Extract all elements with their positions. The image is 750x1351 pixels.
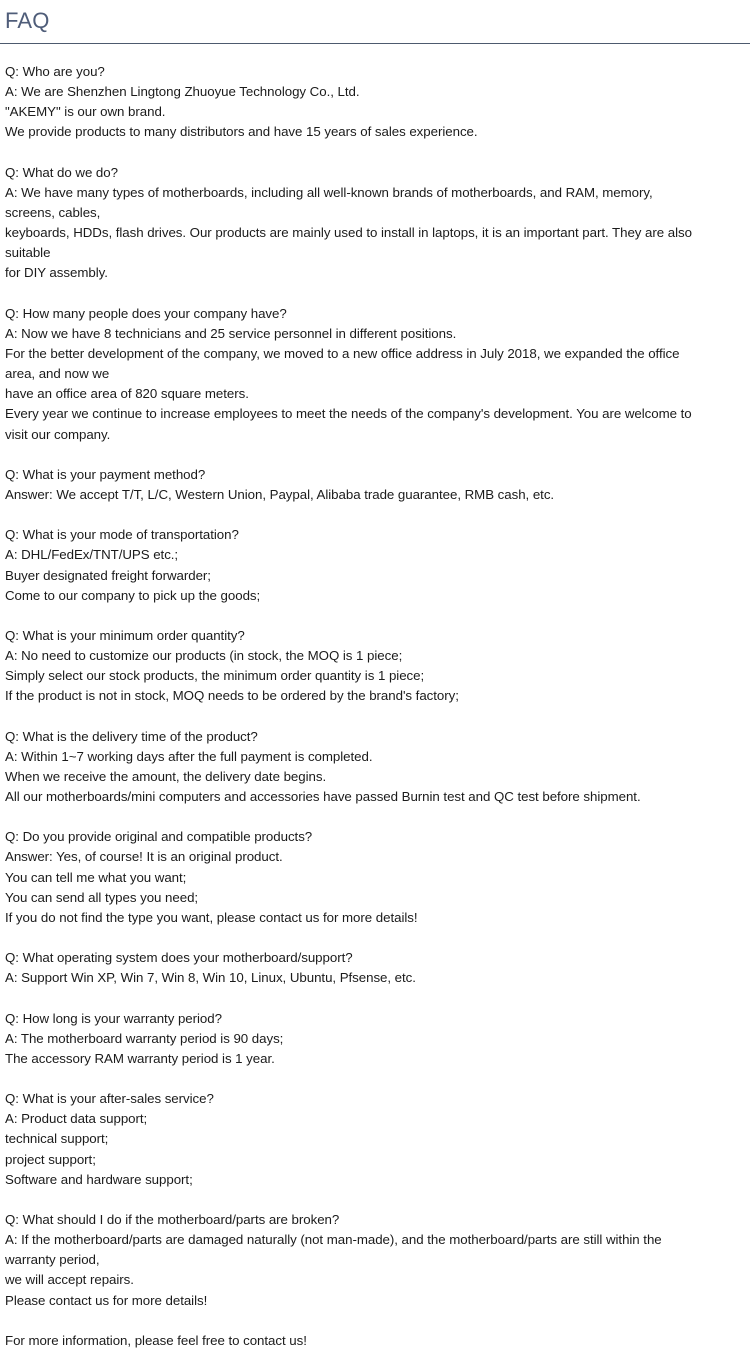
faq-line: For more information, please feel free to contact us!: [5, 1332, 307, 1348]
faq-line: Q: What is your payment method?: [5, 466, 206, 482]
faq-line: visit our company.: [5, 426, 111, 442]
faq-line: A: Now we have 8 technicians and 25 service personnel in different positions.: [5, 325, 457, 341]
faq-line: A: Product data support;: [5, 1111, 148, 1127]
faq-spacer: [5, 284, 750, 304]
faq-spacer: [5, 988, 750, 1008]
faq-line: Q: What is the delivery time of the product?: [5, 728, 258, 744]
faq-spacer: [5, 143, 750, 163]
faq-spacer: [5, 928, 750, 948]
faq-line: suitable: [5, 245, 51, 261]
faq-line: A: If the motherboard/parts are damaged naturally (not man-made), and the motherboard/parts are still within the: [5, 1232, 662, 1248]
faq-line: Software and hardware support;: [5, 1171, 193, 1187]
faq-spacer: [5, 807, 750, 827]
faq-line: Q: Who are you?: [5, 64, 105, 79]
faq-line: When we receive the amount, the delivery date begins.: [5, 768, 327, 784]
faq-line: Q: What do we do?: [5, 164, 118, 180]
faq-spacer: [5, 505, 750, 525]
faq-line: The accessory RAM warranty period is 1 year.: [5, 1050, 275, 1066]
faq-spacer: [5, 1069, 750, 1089]
faq-line: Q: How long is your warranty period?: [5, 1010, 222, 1026]
faq-line: "AKEMY" is our own brand.: [5, 104, 166, 120]
faq-line: have an office area of 820 square meters.: [5, 386, 249, 402]
faq-line: A: Support Win XP, Win 7, Win 8, Win 10, Linux, Ubuntu, Pfsense, etc.: [5, 970, 416, 986]
faq-line: You can send all types you need;: [5, 889, 199, 905]
faq-line: Q: Do you provide original and compatible products?: [5, 829, 313, 845]
faq-line: Come to our company to pick up the goods;: [5, 587, 261, 603]
faq-line: for DIY assembly.: [5, 265, 108, 281]
faq-line: Q: What is your mode of transportation?: [5, 527, 239, 543]
faq-line: A: We have many types of motherboards, including all well-known brands of motherboards, and RAM, memory,: [5, 184, 653, 200]
faq-line: A: DHL/FedEx/TNT/UPS etc.;: [5, 547, 179, 563]
faq-line: Q: What is your minimum order quantity?: [5, 627, 245, 643]
faq-spacer: [5, 1190, 750, 1210]
faq-line: Answer: Yes, of course! It is an original product.: [5, 849, 283, 865]
faq-line: A: Within 1~7 working days after the full payment is completed.: [5, 748, 373, 764]
faq-line: Q: What operating system does your motherboard/support?: [5, 950, 353, 966]
faq-line: Answer: We accept T/T, L/C, Western Union, Paypal, Alibaba trade guarantee, RMB cash, etc.: [5, 486, 555, 502]
faq-line: A: We are Shenzhen Lingtong Zhuoyue Technology Co., Ltd.: [5, 84, 360, 100]
faq-line: keyboards, HDDs, flash drives. Our products are mainly used to install in laptops, it is an important part. They are also: [5, 225, 692, 241]
faq-line: If you do not find the type you want, please contact us for more details!: [5, 909, 418, 925]
faq-spacer: [5, 1311, 750, 1331]
faq-line: we will accept repairs.: [5, 1272, 134, 1288]
faq-line: Simply select our stock products, the minimum order quantity is 1 piece;: [5, 668, 425, 684]
faq-line: technical support;: [5, 1131, 109, 1147]
faq-line: A: The motherboard warranty period is 90 days;: [5, 1030, 284, 1046]
faq-line: Q: How many people does your company have?: [5, 305, 287, 321]
faq-line: We provide products to many distributors and have 15 years of sales experience.: [5, 124, 478, 140]
faq-line: Please contact us for more details!: [5, 1292, 208, 1308]
faq-line: Q: What should I do if the motherboard/parts are broken?: [5, 1212, 340, 1228]
faq-line: Q: What is your after-sales service?: [5, 1091, 214, 1107]
faq-line: For the better development of the company, we moved to a new office address in July 2018, we expanded the office: [5, 345, 680, 361]
faq-header: [0, 0, 750, 44]
faq-spacer: [5, 606, 750, 626]
faq-line: warranty period,: [5, 1252, 100, 1268]
faq-line: You can tell me what you want;: [5, 869, 187, 885]
faq-line: project support;: [5, 1151, 96, 1167]
faq-line: area, and now we: [5, 366, 110, 382]
faq-content: [5, 62, 750, 1351]
faq-spacer: [5, 445, 750, 465]
page-title: FAQ: [5, 8, 50, 33]
faq-line: A: No need to customize our products (in stock, the MOQ is 1 piece;: [5, 648, 403, 664]
faq-line: All our motherboards/mini computers and accessories have passed Burnin test and QC test before shipment.: [5, 789, 641, 805]
faq-spacer: [5, 707, 750, 727]
faq-line: If the product is not in stock, MOQ needs to be ordered by the brand's factory;: [5, 688, 459, 704]
faq-line: Every year we continue to increase employees to meet the needs of the company's development. You are welcome to: [5, 406, 692, 422]
faq-line: screens, cables,: [5, 204, 101, 220]
faq-line: Buyer designated freight forwarder;: [5, 567, 211, 583]
